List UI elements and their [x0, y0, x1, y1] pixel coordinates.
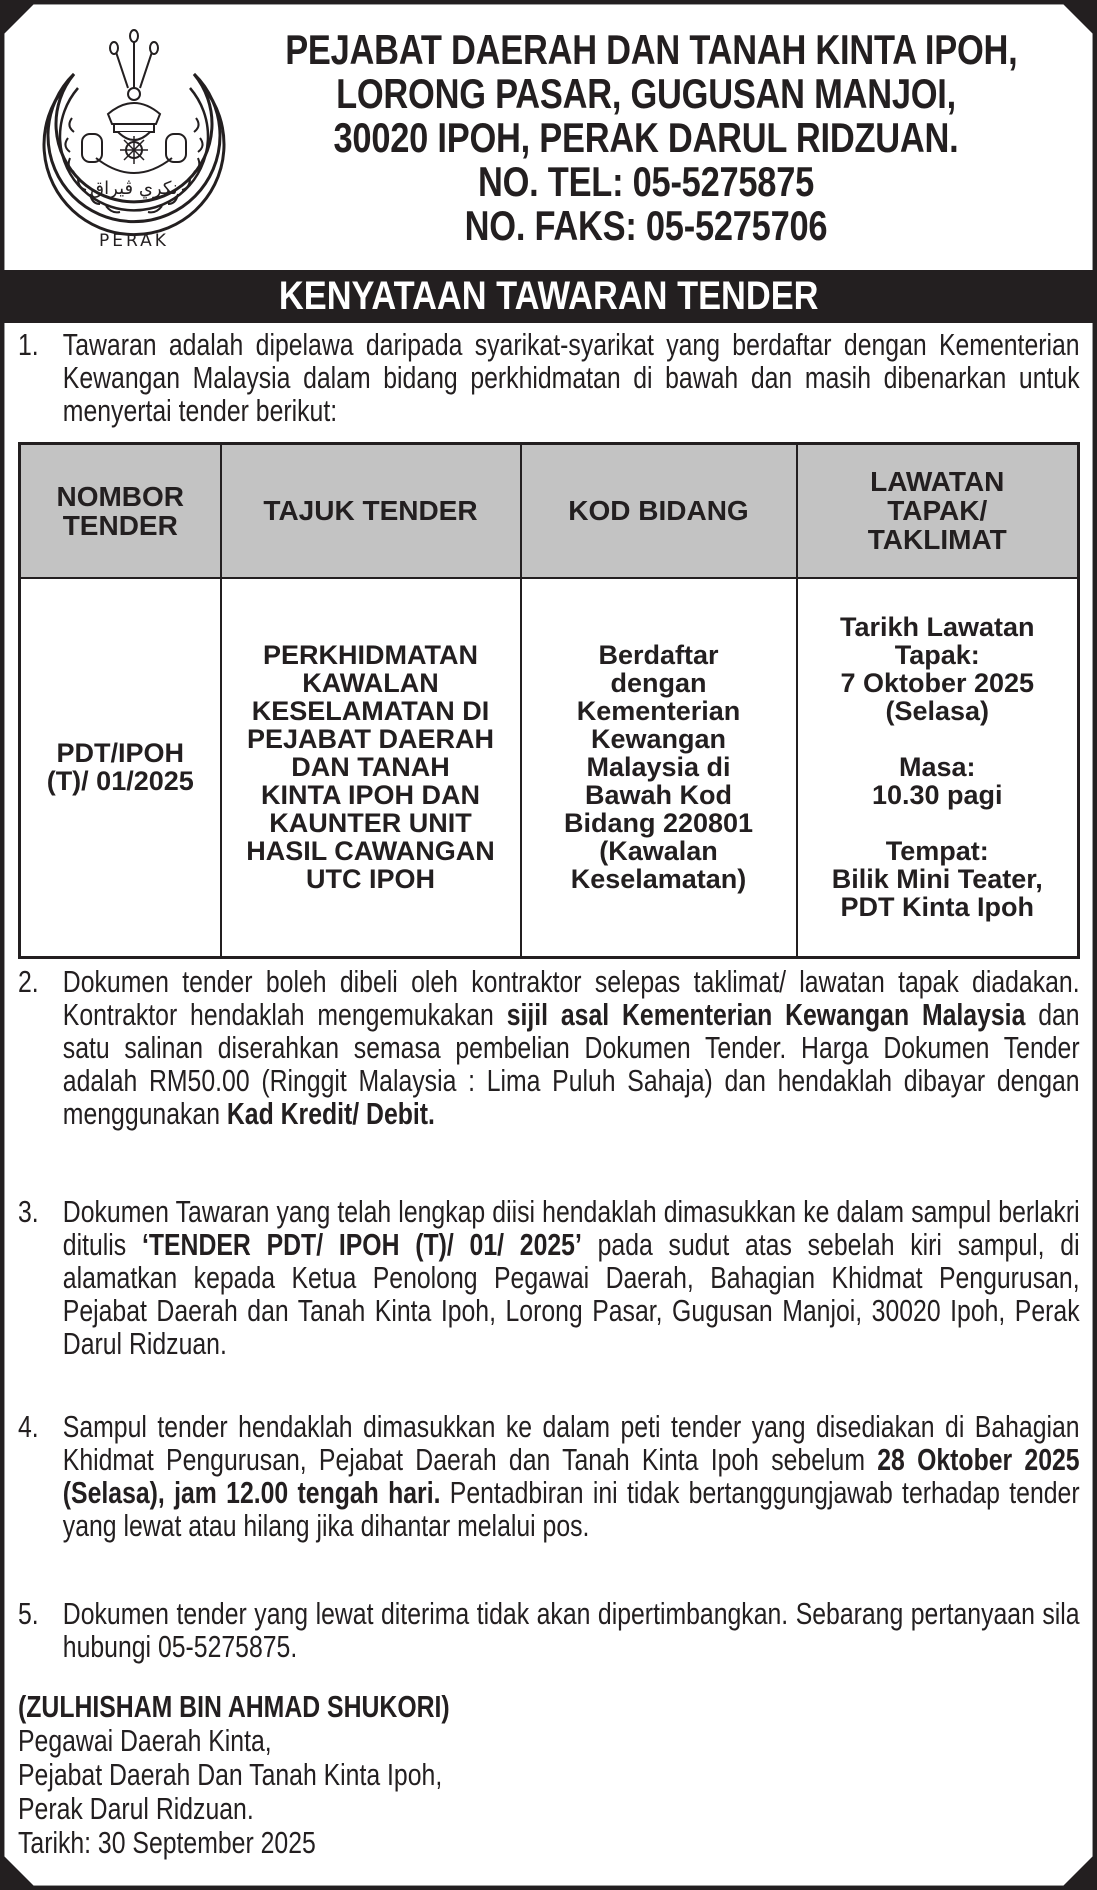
cell-tender-number: PDT/IPOH (T)/ 01/2025	[20, 578, 221, 958]
visit-date-label: Tarikh Lawatan	[839, 612, 1035, 643]
signatory-state: Perak Darul Ridzuan.	[18, 1791, 254, 1826]
office-address	[285, 26, 1018, 249]
header-field-code: KOD BIDANG	[521, 444, 797, 578]
signatory-office: Pejabat Daerah Dan Tanah Kinta Ipoh,	[18, 1757, 443, 1792]
clause-text: Dokumen tender yang lewat diterima tidak akan dipertimbangkan. Sebarang pertanyaan sila hubungi 05-5275875.	[62, 1596, 1080, 1664]
tender-table	[18, 442, 1080, 959]
svg-text:نكري ڤيراق: نكري ڤيراق	[90, 178, 178, 199]
table-header-row	[20, 444, 1079, 578]
notice-title: KENYATAAN TAWARAN TENDER	[278, 274, 819, 318]
visit-place: Bilik Mini Teater,	[831, 864, 1043, 895]
emphasis-deadline: 28 Oktober 2025 (Selasa), jam 12.00 tengah hari.	[62, 1442, 1080, 1510]
clause-text: Tawaran adalah dipelawa daripada syarikat-syarikat yang berdaftar dengan Kementerian Kewangan Malaysia dalam bidang perkhidmatan di bawah dan masih dibenarkan untuk menyertai tender berikut:	[62, 327, 1080, 428]
notice-date: Tarikh: 30 September 2025	[18, 1825, 316, 1860]
fax-number: NO. FAKS: 05-5275706	[464, 202, 828, 249]
notice-title-bar	[0, 270, 1097, 323]
clause-1	[18, 328, 1097, 427]
header-site-visit: LAWATAN TAPAK/ TAKLIMAT	[797, 444, 1079, 578]
table-row	[20, 578, 1079, 958]
signatory-name: (ZULHISHAM BIN AHMAD SHUKORI)	[18, 1689, 450, 1724]
cell-tender-title: PERKHIDMATAN KAWALAN KESELAMATAN DI PEJABAT DAERAH DAN TANAH KINTA IPOH DAN KAUNTER UNIT HASIL CAWANGAN UTC IPOH	[221, 578, 521, 958]
header-tender-title: TAJUK TENDER	[221, 444, 521, 578]
header-tender-number: NOMBOR TENDER	[20, 444, 221, 578]
address-line: 30020 IPOH, PERAK DARUL RIDZUAN.	[333, 114, 959, 161]
address-line: LORONG PASAR, GUGUSAN MANJOI,	[336, 70, 956, 117]
cell-site-visit: Tarikh Lawatan Tapak: 7 Oktober 2025 (Selasa) Masa: 10.30 pagi Tempat: Bilik Mini Teater, PDT Kinta Ipoh	[797, 578, 1079, 958]
visit-date: 7 Oktober 2025	[840, 668, 1035, 699]
visit-place-label: Tempat:	[885, 836, 989, 867]
phone-number: NO. TEL: 05-5275875	[477, 158, 815, 205]
clause-number: 5.	[18, 1596, 39, 1631]
perak-crest-icon	[34, 18, 234, 254]
signatory-position: Pegawai Daerah Kinta,	[18, 1723, 272, 1758]
clause-5	[18, 1597, 1097, 1663]
clause-number: 3.	[18, 1194, 39, 1229]
clause-4: 4. Sampul tender hendaklah dimasukkan ke dalam peti tender yang disediakan di Bahagian Khidmat Pengurusan, Pejabat Daerah dan Tanah Kinta Ipoh sebelum 28 Oktober 2025 (Selasa), jam 12.00 tengah hari. Pentadbiran ini tidak bertanggungjawab terhadap tender yang lewat atau hilang jika dihantar melalui pos.	[18, 1409, 1080, 1543]
letterhead	[6, 6, 1091, 268]
cell-field-code: Berdaftar dengan Kementerian Kewangan Malaysia di Bawah Kod Bidang 220801 (Kawalan Keselamatan)	[521, 578, 797, 958]
clause-number: 4.	[18, 1409, 39, 1444]
emphasis-certificate: sijil asal Kementerian Kewangan Malaysia	[506, 997, 1026, 1032]
visit-day: (Selasa)	[885, 696, 990, 727]
clause-3: 3. Dokumen Tawaran yang telah lengkap diisi hendaklah dimasukkan ke dalam sampul berlakri ditulis ‘TENDER PDT/ IPOH (T)/ 01/ 2025’ pada sudut atas sebelah kiri sampul, di alamatkan kepada Ketua Penolong Pegawai Daerah, Bahagian Khidmat Pengurusan, Pejabat Daerah dan Tanah Kinta Ipoh, Lorong Pasar, Gugusan Manjoi, 30020 Ipoh, Perak Darul Ridzuan.	[18, 1194, 1080, 1361]
signature-block	[18, 1690, 558, 1860]
crest-label: PERAK	[99, 231, 169, 251]
visit-time-label: Masa:	[898, 752, 976, 783]
clause-2: 2. Dokumen tender boleh dibeli oleh kontraktor selepas taklimat/ lawatan tapak diadakan. Kontraktor hendaklah mengemukakan sijil asal Kementerian Kewangan Malaysia dan satu salinan diserahkan semasa pembelian Dokumen Tender. Harga Dokumen Tender adalah RM50.00 (Ringgit Malaysia : Lima Puluh Sahaja) dan hendaklah dibayar dengan menggunakan Kad Kredit/ Debit.	[18, 964, 1080, 1131]
emphasis-envelope-label: ‘TENDER PDT/ IPOH (T)/ 01/ 2025’	[141, 1227, 582, 1262]
address-line: PEJABAT DAERAH DAN TANAH KINTA IPOH,	[285, 26, 1018, 73]
visit-time: 10.30 pagi	[871, 780, 1003, 811]
clause-number: 1.	[18, 327, 39, 362]
clause-number: 2.	[18, 964, 39, 999]
emphasis-payment: Kad Kredit/ Debit.	[226, 1096, 435, 1131]
